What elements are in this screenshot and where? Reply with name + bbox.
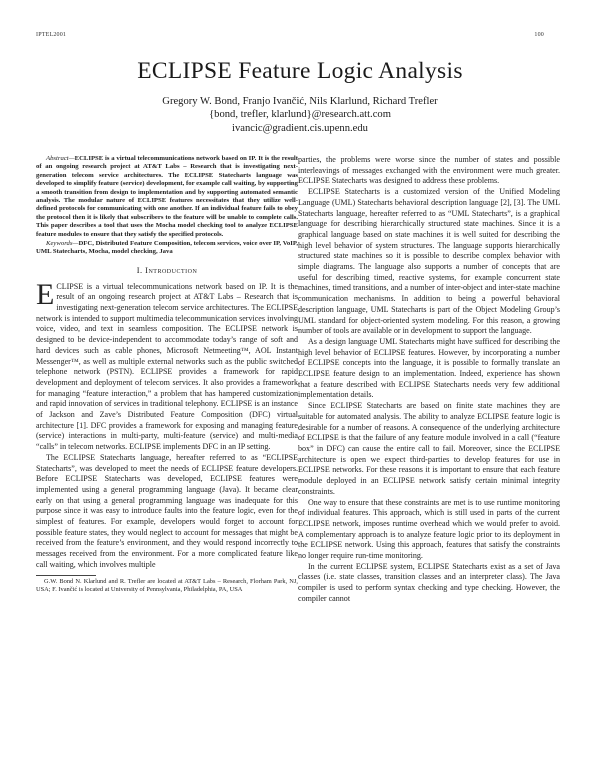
keywords-label: Keywords—	[46, 240, 79, 248]
body-paragraph-uml-statecharts: ECLIPSE Statecharts is a customized version of the Unified Modeling Language (UML) Statecharts behavioral description language [2], [3]. The UML Statecharts language, hereafter referred to as “UML Statecharts”, is a graphical language for describing hierarchically structured state machines. Since it is a graphical language based on state machines it is well suited for describing the high level behavior of system structures. The language supports hierarchically structured state machines so it is possible to describe complex behavior with simple diagrams. The language also supports a number of concepts that are useful for describing timed, reactive systems, for example concurrent state machines, timed transitions, and a number of inter-object and inter-state machine communication mechanisms. In addition to being a powerful behavioral description language, UML Statecharts is part of the Object Modeling Group’s UML standard for object-oriented system modeling. For this reason, a growing number of tools are available or in development to support the language.	[298, 187, 560, 336]
section-heading-introduction	[36, 266, 298, 277]
author-names: Gregory W. Bond, Franjo Ivančić, Nils Klarlund, Richard Trefler	[162, 96, 438, 107]
body-paragraph-continued: parties, the problems were worse since the number of states and possible interleavings of messages exchanged with the environment were much greater. ECLIPSE Statecharts was designed to address these problems.	[298, 155, 560, 186]
author-emails-secondary: ivancic@gradient.cis.upenn.edu	[232, 122, 368, 134]
body-paragraph-current-system: In the current ECLIPSE system, ECLIPSE Statecharts exist as a set of Java classes (i.e. state classes, transition classes and an interpreter class). The Java compiler is used to perform syntax checking and type checking. However, the compiler cannot	[298, 561, 560, 603]
body-paragraph-runtime-monitoring: One way to ensure that these constraints are met is to use runtime monitoring of individual features. This approach, which is still used in parts of the current ECLIPSE network, imposes runtime overhead which we would prefer to avoid. A complementary approach is to analyze feature logic prior to its deployment in the ECLIPSE network. Using this approach, features that satisfy the constraints no longer require run-time monitoring.	[298, 497, 560, 561]
right-column	[298, 155, 560, 605]
intro-paragraph-2: The ECLIPSE Statecharts language, hereafter referred to as “ECLIPSE Statecharts”, was developed to meet the needs of ECLIPSE feature developers. Before ECLIPSE Statecharts was developed, ECLIPSE features were implemented using a general programming language (Java). It became clear early on that using a general programming language was inadequate for this purpose since it was easy to introduce faults into the feature logic, even for the simplest of features. For example, developers would forget to account for possible feature states, they would neglect to account for messages that might be received from the feature’s environment, and they would respond incorrectly to messages received from the environment. For a more complicated feature like call waiting, which involves multiple	[36, 452, 298, 569]
section-title: Introduction	[145, 265, 198, 275]
paper-title: ECLIPSE Feature Logic Analysis	[137, 58, 463, 84]
author-affiliation-footnote: G.W. Bond N. Klarlund and R. Trefler are located at AT&T Labs – Research, Florham Park, NJ, USA; F. Ivančić is located at University of Pennsylvania, Philadelphia, PA, USA	[36, 577, 298, 593]
abstract	[36, 155, 298, 239]
page-number: 100	[534, 32, 544, 38]
author-emails-primary: {bond, trefler, klarlund}@research.att.com	[209, 109, 391, 121]
abstract-label: Abstract—	[46, 155, 75, 162]
author-block	[0, 95, 600, 135]
abstract-text: ECLIPSE is a virtual telecommunications network based on IP. It is the result of an ongoing research project at AT&T Labs – Research that is investigating next-generation telecom service architectures. The ECLIPSE Statecharts language was developed to simplify feature (service) development, for example call waiting, by supporting a smooth transition from design to implementation and by supporting automated semantic analysis. The modular nature of ECLIPSE features necessitates that they utilize well-defined protocols for communicating with one another. If an individual feature fails to obey the protocol then it is likely that subscribers to the feature will be unable to complete calls. This paper describes a tool that uses the Mocha model checking tool to analyze ECLIPSE feature modules to ensure that they satisfy the specified protocols.	[36, 155, 298, 238]
keywords-text: DFC, Distributed Feature Composition, telecom services, voice over IP, VoIP, UML Statecharts, Mocha, model checking, Java	[36, 240, 298, 256]
body-paragraph-design-language: As a design language UML Statecharts might have sufficed for describing the high level behavior of ECLIPSE features. However, by incorporating a number of ECLIPSE concepts into the language, it is possible to formally translate an ECLIPSE feature design to an implementation. Indeed, experience has shown that a feature described with ECLIPSE Statecharts needs very few additional implementation details.	[298, 336, 560, 400]
body-paragraph-automated-analysis: Since ECLIPSE Statecharts are based on finite state machines they are suitable for automated analysis. The ability to analyze ECLIPSE feature logic is desirable for a number of reasons. A consequence of the underlying architecture of ECLIPSE is that the failure of any feature module involved in a call (“feature box” in DFC) can cause the entire call to fail. Moreover, since the ECLIPSE architecture is open we expect third-parties to develop features for use in ECLIPSE networks. For these reasons it is important to ensure that each feature module deployed in an ECLIPSE network satisfy certain minimal integrity constraints.	[298, 401, 560, 496]
footnote-rule	[36, 575, 96, 576]
left-column	[36, 155, 298, 594]
running-header-conference: IPTEL2001	[36, 32, 67, 38]
keywords	[36, 240, 298, 257]
drop-cap: E	[36, 277, 55, 311]
intro-paragraph-1-text: CLIPSE is a virtual telecommunications network based on IP. It is the result of an ongoing research project at AT&T Labs – Research that is investigating next-generation telecom service architectures. The ECLIPSE network is intended to support multimedia telecommunication services involving voice, video, and text in seamless composition. The ECLIPSE network is designed to be device-independent to accommodate today’s range of soft and hard devices such as cable phones, Microsoft Netmeeting™, AOL Instant Messenger™, as well as multiple external networks such as the public switched telephone network (PSTN). ECLIPSE provides a framework for rapid development and deployment of telecom services. It also provides a framework for managing “feature interaction,” a problem that has hampered customization and rapid innovation of services in traditional telephony. ECLIPSE is an instance of Jackson and Zave’s Distributed Feature Composition (DFC) virtual architecture [1]. DFC provides a framework for exposing and managing feature (service) interactions in multi-party, multi-feature (service) and multi-media “calls” in telecom networks. ECLIPSE implements DFC in an IP setting.	[36, 281, 298, 452]
intro-paragraph-1	[36, 277, 298, 453]
section-numeral: I.	[136, 265, 143, 275]
